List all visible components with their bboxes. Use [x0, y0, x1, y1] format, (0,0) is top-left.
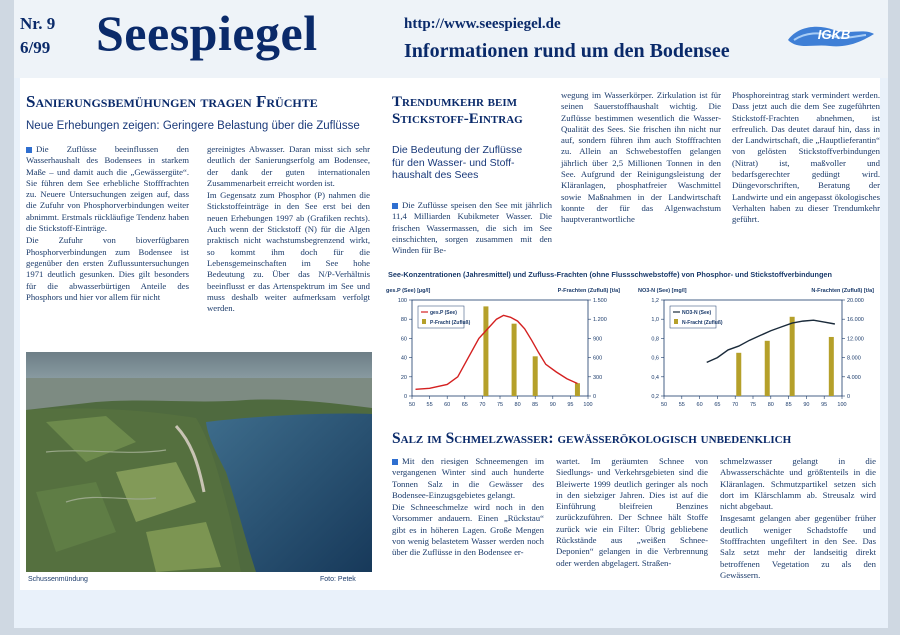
- paragraph: gereinigtes Abwasser. Daran misst sich sehr deutlich der Sanierungserfolg am Bodensee, der dank der guten internationalen Zusammenarbeit erreicht worden ist.: [207, 144, 370, 188]
- load-bar: [736, 353, 741, 396]
- load-bar: [765, 341, 770, 396]
- right-tick-label: 8.000: [847, 355, 861, 362]
- content-area: [20, 78, 880, 590]
- left-tick-label: 100: [397, 298, 407, 304]
- legend-entry: N-Fracht (Zufluß): [682, 320, 723, 326]
- article2-subhead-line: Die Bedeutung der Zuflüsse: [392, 144, 523, 156]
- left-tick-label: 1,2: [651, 298, 659, 304]
- load-bar: [575, 383, 580, 396]
- paragraph: Im Gegensatz zum Phosphor (P) nahmen die Stickstoffeinträge in den See erst bei den neuen Erhebungen 1997 ab (Grafiken rechts). Auch wenn der Stickstoff (N) für die Algen praktisch nicht wachstumsbegrenzend wirkt, so kommt ihm doch für die Lebensgemeinschaften im See hohe Bedeutung zu. Über das N/P-Verhältnis beeinflusst er das Artenspektrum im See und muss deshalb weiter aufmerksam verfolgt werden.: [207, 190, 370, 314]
- legend-entry: NO3-N (See): [682, 310, 712, 316]
- left-axis-label: ges.P (See) [µg/l]: [386, 288, 431, 294]
- bullet-square-icon: [26, 147, 32, 153]
- paragraph: Phosphoreintrag stark vermindert werden. Dass jetzt auch die dem See zugeführten Stickstoff-Frachten abnehmen, ist erfreulich. Das deutet darauf hin, dass in der Landwirtschaft, die „Hauptlieferantin“ von gelösten Stickstoffverbindungen (Nitrat) ist, maßvoller und bedarfsgerechter gedüngt wird. Düngevorschriften, Beratung der Landwirte und ein angepasst ökologisches Verhalten haben zu dieser Trendumkehr geführt.: [732, 90, 880, 225]
- x-tick-label: 85: [532, 402, 539, 408]
- article1-headline: Sanierungsbemühungen tragen Früchte: [26, 92, 318, 111]
- paragraph: Die Zufuhr von bioverfügbaren Phosphorverbindungen zum Bodensee ist gegenüber den ersten Zuflussuntersuchungen 1971 deutlich gesunken. Dies gilt besonders für die abwasserbürtigen Anteile des Phosphors und hier vor allem für nicht: [26, 235, 189, 302]
- issue-number: Nr. 9: [20, 14, 56, 33]
- x-tick-label: 90: [549, 402, 556, 408]
- x-tick-label: 100: [837, 402, 847, 408]
- right-tick-label: 1.200: [593, 317, 607, 324]
- paragraph: Die Schneeschmelze wird noch in den Vorsommer andauern. Einen „Rückstau“ gibt es in höheren Lagen. Große Mengen von wenig belastetem Wasser werden noch über die Zuflüsse in den Bodensee er-: [392, 502, 544, 558]
- nitrogen-chart: [636, 282, 876, 426]
- paragraph: Die Zuflüsse speisen den See mit jährlich 11,4 Milliarden Kubikmeter Wasser. Die frischen Wassermassen, die sich im See einschichten, sorgen zusammen mit den Winden für Be-: [392, 200, 552, 256]
- article1-subhead: Neue Erhebungen zeigen: Geringere Belastung über die Zuflüsse: [26, 120, 360, 132]
- left-tick-label: 0: [403, 394, 407, 400]
- article1-column-2: [207, 144, 370, 344]
- paragraph: Die Zuflüsse beeinflussen den Wasserhaushalt des Bodensees in starkem Maße – und damit auch die „Gewässergüte“. Sie führen dem See erhebliche Stofffrachten zu. Neuere Untersuchungen zeigen auf, dass die Zufuhr von Phosphorverbindungen weiter abnimmt. Erstmals rückläufige Tendenz haben die Stickstoff-Einträge.: [26, 144, 189, 234]
- left-tick-label: 60: [400, 336, 407, 343]
- right-tick-label: 600: [593, 355, 603, 362]
- left-tick-label: 0,6: [651, 355, 659, 362]
- left-tick-label: 20: [400, 374, 407, 381]
- load-bar: [829, 337, 834, 396]
- article2-subhead-line: haushalt des Sees: [392, 169, 479, 181]
- article2-headline-line: Stickstoff-Eintrag: [392, 111, 523, 127]
- x-tick-label: 55: [426, 402, 433, 408]
- tagline: Informationen rund um den Bodensee: [404, 40, 730, 62]
- x-tick-label: 95: [567, 402, 574, 408]
- x-tick-label: 75: [749, 402, 757, 408]
- right-tick-label: 900: [593, 336, 603, 343]
- x-tick-label: 60: [444, 402, 451, 408]
- masthead: [14, 0, 888, 78]
- photo-credit: Foto: Petek: [320, 576, 356, 583]
- paragraph: schmelzwasser gelangt in die Abwasserschächte und größtenteils in die Kläranlagen. Schmutzpartikel setzen sich dort im Klärschlamm ab. Streusalz wird nicht abgebaut.: [720, 456, 876, 512]
- x-tick-label: 65: [461, 402, 468, 408]
- paragraph: wartet. Im geräumten Schnee von Siedlungs- und Verkehrsgebieten sind die Bleiwerte 1999 deutlich geringer als noch in den siebziger Jahren. Dies ist auf die Einführung bleifreien Benzines zurückzuführen. Der Schnee hält Stoffe zurück wie ein Filter: Übrig gebliebene Rückstände aus „weißen Schnee-Deponien“ gelangen in die Verbrennung oder werden abgelagert. Straßen-: [556, 456, 708, 568]
- left-axis-label: NO3-N (See) [mg/l]: [638, 288, 687, 294]
- x-tick-label: 95: [821, 402, 828, 408]
- article3-column-1: [392, 456, 544, 586]
- left-tick-label: 0,8: [651, 336, 659, 343]
- legend-entry: P-Fracht (Zufluß): [430, 320, 471, 326]
- right-tick-label: 1.500: [593, 298, 607, 304]
- x-tick-label: 80: [514, 402, 521, 408]
- left-tick-label: 40: [400, 355, 407, 362]
- article2-column-2: [561, 90, 721, 266]
- article2-headline: [392, 94, 552, 128]
- aerial-photo-schussenmuendung: [26, 352, 372, 572]
- x-tick-label: 70: [732, 402, 739, 408]
- bullet-square-icon: [392, 459, 398, 465]
- article2-subhead-line: für den Wasser- und Stoff-: [392, 156, 515, 169]
- load-bar: [483, 306, 488, 396]
- newsletter-page: [14, 0, 888, 628]
- newsletter-title: Seespiegel: [96, 5, 318, 61]
- x-tick-label: 55: [678, 402, 685, 408]
- article2-column-1: [392, 200, 552, 264]
- x-tick-label: 65: [714, 402, 721, 408]
- left-tick-label: 1,0: [651, 317, 659, 324]
- legend-bar-swatch: [674, 319, 678, 324]
- left-tick-label: 0,4: [651, 374, 659, 381]
- x-tick-label: 75: [496, 402, 504, 408]
- photo-caption: Schussenmündung: [28, 576, 88, 583]
- bullet-square-icon: [392, 203, 398, 209]
- right-tick-label: 0: [847, 394, 851, 400]
- phosphor-chart: [384, 282, 622, 426]
- article2-headline-line: Trendumkehr beim: [392, 94, 517, 110]
- load-bar: [533, 356, 538, 396]
- paragraph: Mit den riesigen Schneemengen im vergangenen Winter sind auch hunderte Tonnen Salz in die Gewässer des Bodensee-Einzugsgebietes gelangt.: [392, 456, 544, 500]
- article3-headline: Salz im Schmelzwasser: gewässerökologisch unbedenklich: [392, 430, 792, 447]
- article2-subhead: [392, 144, 552, 182]
- x-tick-label: 60: [696, 402, 703, 408]
- x-tick-label: 100: [583, 402, 593, 408]
- x-tick-label: 85: [785, 402, 792, 408]
- right-tick-label: 0: [593, 394, 597, 400]
- legend-bar-swatch: [422, 319, 426, 324]
- x-tick-label: 80: [767, 402, 774, 408]
- x-tick-label: 90: [803, 402, 810, 408]
- legend-entry: ges.P (See): [430, 310, 457, 316]
- x-tick-label: 70: [479, 402, 486, 408]
- logo-text: IGKB: [817, 27, 851, 42]
- right-tick-label: 16.000: [847, 317, 864, 324]
- right-tick-label: 4.000: [847, 374, 861, 381]
- load-bar: [512, 324, 517, 396]
- right-tick-label: 20.000: [847, 298, 864, 304]
- article3-column-3: [720, 456, 876, 586]
- issue-date: 6/99: [20, 38, 51, 57]
- chart-header: See-Konzentrationen (Jahresmittel) und Zufluss-Frachten (ohne Flussschwebstoffe) von Phosphor- und Stickstoffverbindungen: [388, 270, 832, 279]
- article3-column-2: [556, 456, 708, 586]
- right-tick-label: 300: [593, 374, 603, 381]
- paragraph: Insgesamt gelangen aber gegenüber früher deutlich weniger Schadstoffe und Stofffrachten ungefiltert in den See. Das Salz setzt mehr der landseitig direkt betroffenen Vegetation zu als den Gewässern.: [720, 513, 876, 580]
- website-link[interactable]: http://www.seespiegel.de: [404, 16, 561, 32]
- load-bar: [790, 317, 795, 396]
- article1-column-1: [26, 144, 189, 344]
- article2-column-3: [732, 90, 880, 266]
- left-tick-label: 80: [400, 317, 407, 324]
- x-tick-label: 50: [408, 402, 416, 408]
- paragraph: wegung im Wasserkörper. Zirkulation ist für seinen Sauerstoffhaushalt wichtig. Die Zuflüsse bestimmen wesentlich die Wasser-Qualität des Sees. Sie frischen ihn nicht nur auf, sondern führen ihm auch Stofffrachten zu. Allein an Schwebestoffen gelangen jährlich über 2,5 Millionen Tonnen in den See. Aufgrund der Reinigungsleistung der Kläranlagen, phosphatfreier Waschmittel sowie Maßnahmen in der Landwirtschaft konnte der für das Algenwachstum hauptverantwortliche: [561, 90, 721, 225]
- right-axis-label: N-Frachten (Zufluß) [t/a]: [811, 288, 874, 294]
- igkb-logo: [784, 18, 876, 54]
- right-tick-label: 12.000: [847, 336, 864, 343]
- right-axis-label: P-Frachten (Zufluß) [t/a]: [557, 288, 620, 294]
- left-tick-label: 0,2: [651, 394, 659, 400]
- x-tick-label: 50: [660, 402, 668, 408]
